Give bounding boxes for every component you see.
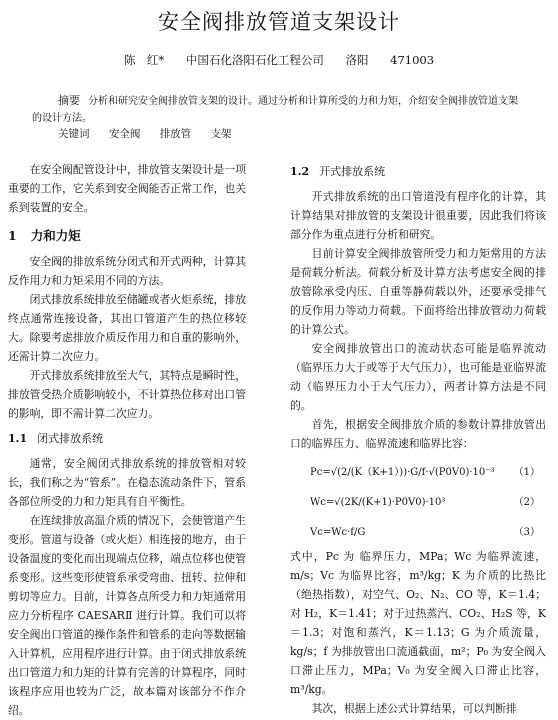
keywords <box>58 126 248 141</box>
author-name: 陈 红* <box>123 53 165 67</box>
keyword-item: 支架 <box>210 128 232 140</box>
keyword-item: 安全阀 <box>108 128 141 140</box>
subsection-number: 1.2 <box>290 165 310 178</box>
subsection-heading <box>290 162 546 181</box>
section-number: 1 <box>8 228 17 243</box>
paper-title: 安全阀排放管道支架设计 <box>158 10 400 34</box>
left-column <box>8 160 246 720</box>
author-affiliation: 中国石化洛阳石化工程公司 <box>185 53 324 67</box>
author-zip: 471003 <box>390 53 435 67</box>
equation-3 <box>290 517 546 547</box>
author-city: 洛阳 <box>345 53 369 67</box>
keyword-item: 排放管 <box>159 128 192 140</box>
right-column <box>290 162 546 718</box>
equation-body: Vc=Wc·f/G <box>310 527 366 538</box>
equation-number: （3） <box>513 527 540 538</box>
section-heading <box>8 226 246 245</box>
paragraph: 首先，根据安全阀排放介质的参数计算排放管出口的临界压力、临界流速和临界比容： <box>290 418 546 450</box>
paragraph: 在连续排放高温介质的情况下，会使管道产生变形。管道与设备（或火炬）相连接的地方，由于设备温度的变化而出现端点位移，端点位移也使管系变形。这些变形使管系承受弯曲、扭转、拉伸和剪切等应力。目前，计算各点所受力和力矩通常用应力分析程序 CAESARⅡ 进行计算。我们可以将安全阀出口管道的操作条件和管系的走向等数据输入计算机，应用程序进行计算。由于闭式排放系统出口管道力和力矩的计算有完善的计算程序，同时该程序应用也较为广泛，故本篇对该部分不作介绍。 <box>8 514 246 717</box>
paragraph: 在安全阀配管设计中，排放管支架设计是一项重要的工作，它关系到安全阀能否正常工作，也关系到装置的安全。 <box>8 163 246 214</box>
paragraph: 闭式排放系统排放至储罐或者火炬系统，排放终点通常连接设备，其出口管道产生的热位移较大。除要考虑排放介质反作用力和自重的影响外，还需计算二次应力。 <box>8 293 246 363</box>
subsection-heading <box>8 429 246 448</box>
paragraph: 其次，根据上述公式计算结果，可以判断排 <box>311 702 517 715</box>
subsection-title: 闭式排放系统 <box>37 432 104 445</box>
abstract-label: 摘要 <box>58 94 80 107</box>
abstract-text: 分析和研究安全阀排放管支架的设计。通过分析和计算所受的力和力矩，介绍安全阀排放管道支架的设计方法。 <box>32 96 518 124</box>
paragraph: 开式排放系统排放至大气，其特点是瞬时性，排放管受热介质影响较小，不计算热位移对出口管的影响，即不需计算二次应力。 <box>8 369 246 420</box>
subsection-number: 1.1 <box>8 432 28 445</box>
equation-body: Pc=√(2/(K（K+1）))·G/f·√(P0V0)·10⁻³ <box>310 467 495 478</box>
paragraph: 安全阀的排放系统分闭式和开式两种，计算其反作用力和力矩采用不同的方法。 <box>8 255 246 287</box>
abstract <box>32 92 526 127</box>
author-line <box>0 52 558 68</box>
subsection-title: 开式排放系统 <box>319 165 386 178</box>
equation-body: Wc=√(2K/(K+1)·P0V0)·10³ <box>310 497 446 508</box>
section-title: 力和力矩 <box>30 228 81 243</box>
paragraph: 通常，安全阀闭式排放系统的排放管相对较长，我们称之为“管系”。在稳态流动条件下，管系各部位所受的力和力矩具有自平衡性。 <box>8 457 246 508</box>
paragraph: 安全阀排放管出口的流动状态可能是临界流动（临界压力大于或等于大气压力），也可能是亚临界流动（临界压力小于大气压力），两者计算方法是不同的。 <box>290 342 546 412</box>
keywords-label: 关键词 <box>58 128 90 140</box>
paragraph: 目前计算安全阀排放管所受力和力矩常用的方法是荷载分析法。荷载分析及计算方法考虑安全阀的排放管除承受内压、自重等静荷载以外，还要承受排气的反作用力等动力荷载。下面将给出排放管动力荷载的计算公式。 <box>290 247 546 336</box>
paragraph: 开式排放系统的出口管道没有程序化的计算，其计算结果对排放管的支架设计很重要，因此我们将该部分作为重点进行分析和研究。 <box>290 190 546 241</box>
equation-number: （2） <box>513 497 540 508</box>
paragraph: 式中，Pc 为 临界压力，MPa；Wc 为临界流速，m/s；Vc 为临界比容，m³/kg；K 为介质的比热比（绝热指数），对空气、O₂、N₂、CO 等，K＝1.4；对 H₂，K＝1.41；对于过热蒸汽、CO₂、H₂S 等，K＝1.3；对饱和蒸汽，K＝1.13；G 为介质流量，kg/s；f 为排放管出口流通截面，m²；P₀ 为安全阀入口滞止压力，MPa；V₀ 为安全阀入口滞止比容，m³/kg。 <box>290 550 546 696</box>
equation-1 <box>290 457 546 487</box>
equation-2 <box>290 487 546 517</box>
equation-number: （1） <box>513 467 540 478</box>
